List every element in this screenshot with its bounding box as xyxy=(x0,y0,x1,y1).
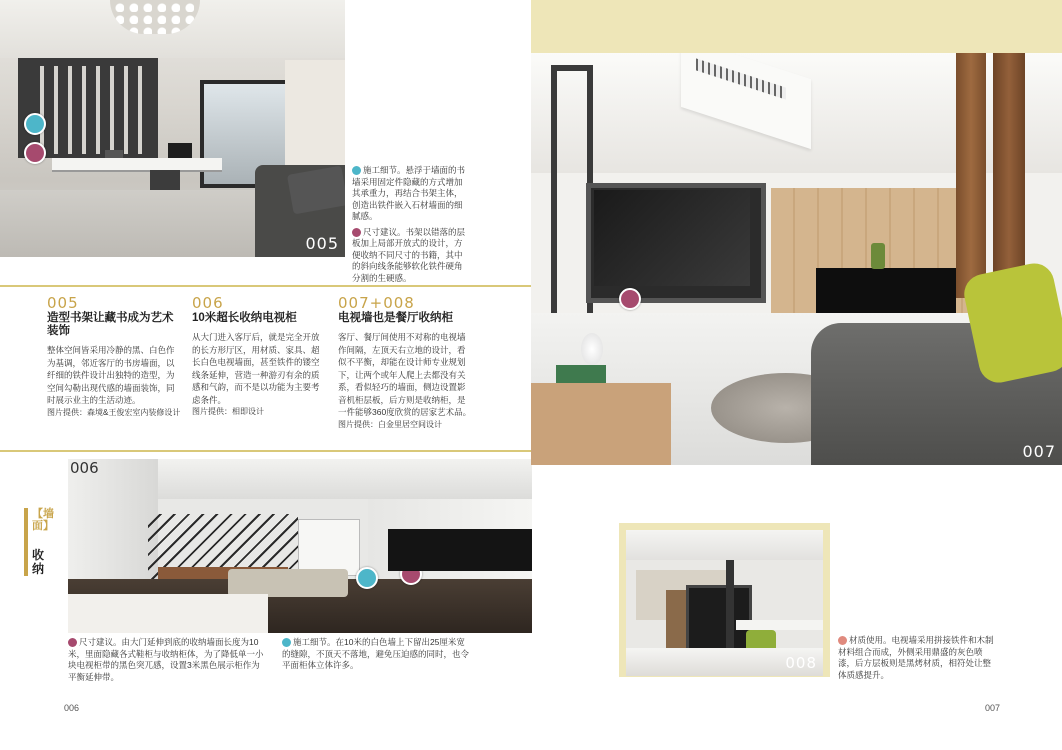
photo-008-dining xyxy=(626,530,823,676)
section-number: 006 xyxy=(192,294,224,312)
top-band xyxy=(531,0,1062,53)
section-title: 电视墙也是餐厅收纳柜 xyxy=(338,312,453,324)
section-credit: 图片提供：相即设计 xyxy=(192,407,264,416)
section-title: 造型书架让藏书成为艺术装饰 xyxy=(47,312,174,337)
section-credit: 图片提供：白金里居空间设计 xyxy=(338,419,442,429)
bubble-red-icon xyxy=(24,142,46,164)
section-006 xyxy=(192,295,327,417)
bubble-blue-icon xyxy=(356,567,378,589)
caption-008: 材质使用。电视墙采用拼接铁件和木制材料组合而成，外侧采用鼎盛的灰色喷漆，后方层板则是黑烤材质，相符处让整体质感提升。 xyxy=(838,635,994,680)
page-number-right: 007 xyxy=(985,703,1001,713)
ruler-icon xyxy=(352,228,361,237)
photo-006-living xyxy=(68,459,532,633)
section-number: 007+008 xyxy=(338,294,415,312)
caption-005 xyxy=(352,165,470,284)
side-tab-bracket: 【墙面】 xyxy=(32,508,54,532)
check-icon xyxy=(282,638,291,647)
caption-item: 施工细节。悬浮于墙面的书墙采用固定件隐藏的方式增加其承重力，再结合书架主体，创造出铁件嵌入石材墙面的细腻感。 xyxy=(352,165,466,221)
side-tab-label: 收纳 xyxy=(32,548,45,576)
section-title: 10米超长收纳电视柜 xyxy=(192,312,297,324)
section-number: 005 xyxy=(47,294,79,312)
caption-006-a: 尺寸建议。由大门延伸到底的收纳墙面长度为10米，里面隐藏各式鞋柜与收纳柜体，为了降低单一小块电视柜带的黑色突兀感，设置3米黑色展示柜作为平衡延伸带。 xyxy=(68,637,264,682)
divider-bottom xyxy=(0,450,531,452)
photo-007-living xyxy=(531,53,1062,465)
page-number-left: 006 xyxy=(64,703,80,713)
ruler-icon xyxy=(68,638,77,647)
check-icon xyxy=(352,166,361,175)
caption-item: 尺寸建议。书架以错落的层板加上局部开放式的设计，方便收纳不同尺寸的书籍，其中的斜向线条能够软化铁件硬角分割的生硬感。 xyxy=(352,226,466,283)
bubble-blue-icon xyxy=(24,113,46,135)
section-body: 客厅、餐厅间使用不对称的电视墙作间隔，左顶天右立地的设计，看似不平衡，却能在设计师专业规划下，让两个或年人爬上去都没有关系，看似轻巧的墙面，侧边设置影音机柜层板，后方则是收纳柜，是一件能够360度欣赏的居家艺术品。 xyxy=(338,332,472,417)
section-body: 从大门进入客厅后，就是完全开放的长方形厅区，用材质、家具、超长白色电视墙面，甚至铁件的镂空线条延伸，营造一种游刃有余的质感和气韵，而不是以功能为主要考虑条件。 xyxy=(192,332,320,405)
divider-top xyxy=(0,285,531,287)
section-005 xyxy=(47,295,182,418)
caption-006-b: 施工细节。在10米的白色墙上下留出25厘米宽的缝隙，不顶天不落地，避免压迫感的同时，也令平面柜体立体许多。 xyxy=(282,637,470,670)
bubble-red-icon xyxy=(619,288,641,310)
material-icon xyxy=(838,636,847,645)
section-007-008 xyxy=(338,295,473,430)
photo-tag: 007 xyxy=(1022,442,1056,461)
photo-005-study xyxy=(0,0,345,257)
section-body: 整体空间皆采用冷静的黑、白色作为基调，邻近客厅的书房墙面，以纤细的铁件设计出独特的造型，为空间勾勒出现代感的墙面装饰，同时展示业主的生活动迹。 xyxy=(47,345,175,405)
photo-tag: 008 xyxy=(785,654,817,672)
section-credit: 图片提供：森境&王俊宏室内装修设计 xyxy=(47,407,181,417)
photo-tag: 005 xyxy=(305,234,339,253)
photo-tag: 006 xyxy=(70,459,99,477)
